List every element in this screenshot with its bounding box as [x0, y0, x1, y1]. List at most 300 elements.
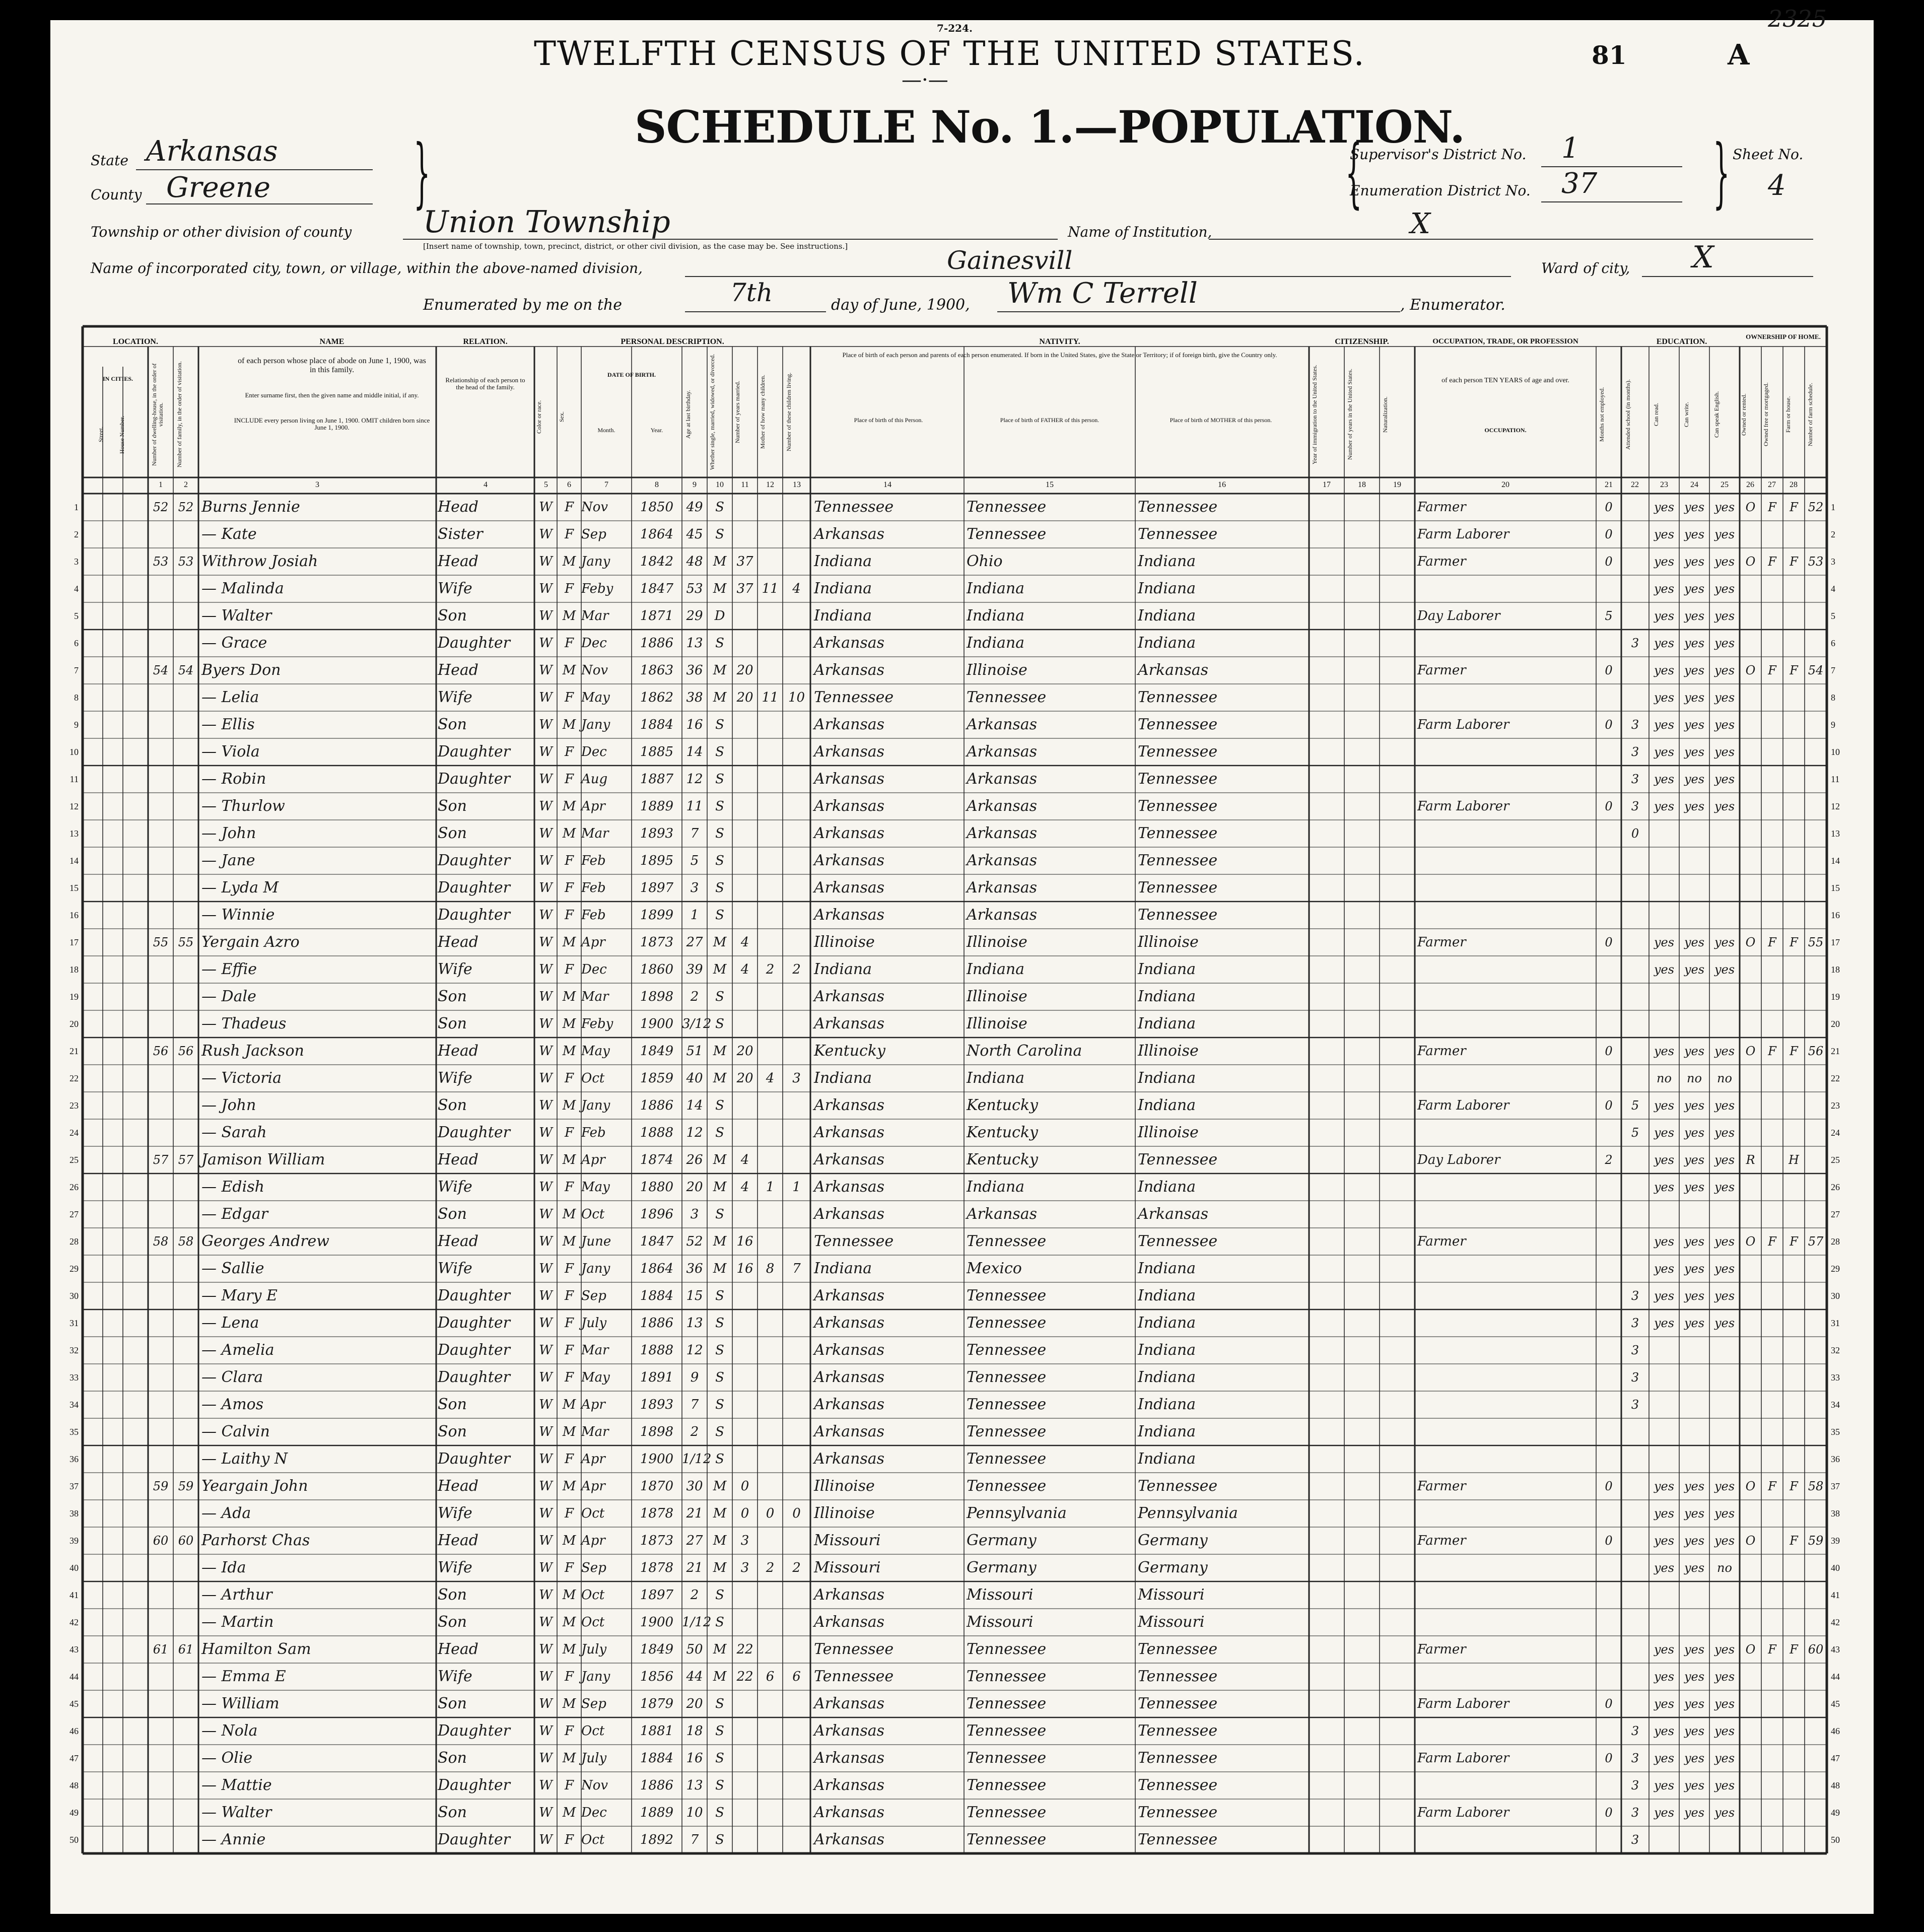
group-name: NAME: [319, 337, 345, 346]
free-mortgaged-cell: F: [1768, 500, 1776, 514]
father-birthplace-cell: Arkansas: [967, 743, 1038, 761]
header-age: Age at last birthday.: [684, 390, 692, 439]
line-number-right: 7: [1831, 665, 1835, 675]
header-month: Month.: [597, 427, 615, 434]
father-birthplace-cell: Missouri: [967, 1613, 1034, 1631]
day-underline: [685, 311, 826, 312]
farm-schedule-cell: 54: [1808, 663, 1824, 677]
color-cell: W: [539, 1452, 553, 1467]
name-cell: — Mary E: [201, 1287, 278, 1304]
line-number-right: 3: [1831, 557, 1835, 567]
months-unemployed-cell: 2: [1605, 1153, 1613, 1167]
birth-month-cell: Jany: [581, 717, 610, 732]
column-number: 25: [1721, 480, 1729, 489]
owned-rented-cell: O: [1745, 663, 1756, 677]
sex-cell: M: [562, 1588, 576, 1603]
township-underline: [403, 239, 1058, 240]
can-write-cell: yes: [1684, 1751, 1705, 1765]
father-birthplace-cell: North Carolina: [967, 1042, 1082, 1060]
dwelling-cell: 58: [153, 1234, 169, 1249]
marital-cell: S: [715, 799, 724, 814]
birth-year-cell: 1859: [640, 1071, 674, 1086]
birth-month-cell: Oct: [581, 1723, 605, 1739]
color-cell: W: [539, 500, 553, 515]
birth-month-cell: Feb: [581, 880, 606, 895]
line-number-right: 12: [1831, 801, 1840, 811]
birth-year-cell: 1871: [640, 608, 674, 624]
relation-cell: Head: [438, 1232, 479, 1250]
line-number-right: 28: [1831, 1236, 1840, 1247]
name-cell: — John: [201, 1096, 256, 1114]
name-cell: Jamison William: [201, 1151, 325, 1168]
column-number: 20: [1501, 480, 1509, 489]
birth-year-cell: 1884: [640, 717, 674, 732]
header-free: Owned free or mortgaged.: [1762, 382, 1769, 447]
relation-cell: Head: [438, 1042, 479, 1060]
can-read-cell: yes: [1654, 1289, 1675, 1303]
age-cell: 2: [690, 1588, 699, 1603]
mother-birthplace-cell: Tennessee: [1138, 1804, 1218, 1821]
can-speak-cell: yes: [1714, 1126, 1735, 1140]
age-cell: 18: [686, 1723, 703, 1739]
farm-house-cell: F: [1790, 1642, 1798, 1657]
header-dwelling: Number of dwelling-house, in the order of visitation.: [151, 363, 165, 466]
birthplace-cell: Arkansas: [814, 1831, 885, 1848]
marital-cell: M: [713, 1669, 727, 1684]
name-cell: Georges Andrew: [201, 1232, 329, 1250]
line-number-left: 31: [70, 1318, 79, 1328]
years-married-cell: 4: [740, 1180, 749, 1195]
months-unemployed-cell: 0: [1605, 1534, 1613, 1548]
line-number-right: 42: [1831, 1617, 1840, 1627]
years-married-cell: 20: [736, 1071, 753, 1086]
mother-birthplace-cell: Tennessee: [1138, 824, 1218, 842]
relation-cell: Head: [438, 1532, 479, 1549]
birth-year-cell: 1896: [640, 1207, 674, 1222]
group-occupation: OCCUPATION, TRADE, OR PROFESSION: [1432, 337, 1578, 346]
father-birthplace-cell: Arkansas: [967, 852, 1038, 869]
color-cell: W: [539, 1669, 553, 1684]
birthplace-cell: Arkansas: [814, 1341, 885, 1359]
marital-cell: S: [715, 527, 724, 542]
birth-month-cell: Feb: [581, 853, 606, 868]
township-value: Union Township: [423, 204, 670, 240]
color-cell: W: [539, 1152, 553, 1167]
name-cell: — Thurlow: [201, 797, 285, 815]
header-occupation: OCCUPATION.: [1484, 427, 1527, 434]
birthplace-cell: Arkansas: [814, 824, 885, 842]
color-cell: W: [539, 1316, 553, 1331]
city-value: Gainesvill: [947, 246, 1073, 275]
birth-year-cell: 1874: [640, 1152, 674, 1167]
marital-cell: S: [715, 636, 724, 651]
line-number-left: 4: [74, 584, 79, 594]
sex-cell: F: [564, 1316, 574, 1331]
birthplace-cell: Arkansas: [814, 1096, 885, 1114]
name-cell: — Lena: [201, 1314, 259, 1332]
age-cell: 39: [686, 962, 703, 977]
birthplace-cell: Arkansas: [814, 1151, 885, 1168]
can-write-cell: yes: [1684, 1697, 1705, 1711]
can-read-cell: yes: [1654, 1751, 1675, 1765]
birth-month-cell: Apr: [581, 935, 605, 950]
name-cell: — Clara: [201, 1368, 263, 1386]
header-name-instr: Enter surname first, then the given name and middle initial, if any.: [245, 391, 419, 399]
brace-sheet: }: [1713, 129, 1730, 217]
relation-cell: Daughter: [438, 743, 510, 761]
birth-year-cell: 1900: [640, 1615, 674, 1630]
line-number-left: 30: [70, 1291, 79, 1301]
line-number-right: 45: [1831, 1699, 1840, 1709]
farm-schedule-cell: 57: [1808, 1234, 1824, 1249]
birthplace-cell: Tennessee: [814, 498, 894, 516]
mother-birthplace-cell: Indiana: [1138, 1178, 1196, 1196]
can-write-cell: yes: [1684, 582, 1705, 596]
county-underline: [146, 203, 373, 204]
age-cell: 2: [690, 989, 699, 1004]
birth-month-cell: Feb: [581, 1125, 606, 1140]
sex-cell: F: [564, 1832, 574, 1847]
line-number-left: 8: [74, 693, 79, 703]
sex-cell: M: [562, 1424, 576, 1439]
dwelling-cell: 57: [153, 1153, 169, 1167]
years-married-cell: 20: [736, 663, 753, 678]
birth-month-cell: Apr: [581, 799, 605, 814]
color-cell: W: [539, 1533, 553, 1548]
mother-birthplace-cell: Indiana: [1138, 1450, 1196, 1468]
free-mortgaged-cell: F: [1768, 1234, 1776, 1249]
school-cell: 3: [1631, 1289, 1639, 1303]
header-year: Year.: [650, 427, 663, 434]
can-read-cell: yes: [1654, 1506, 1675, 1521]
sex-cell: F: [564, 1370, 574, 1385]
page-code: 81: [1592, 40, 1627, 70]
sex-cell: F: [564, 1506, 574, 1521]
name-cell: — Lelia: [201, 688, 259, 706]
line-number-left: 27: [70, 1209, 79, 1219]
can-read-cell: no: [1657, 1071, 1672, 1085]
can-write-cell: yes: [1684, 1670, 1705, 1684]
group-citizenship: CITIZENSHIP.: [1335, 337, 1389, 346]
column-number: 1: [159, 480, 163, 489]
father-birthplace-cell: Illinoise: [967, 1015, 1027, 1032]
color-cell: W: [539, 989, 553, 1004]
column-number: 4: [484, 480, 488, 489]
months-unemployed-cell: 0: [1605, 1697, 1613, 1711]
name-cell: — Sarah: [201, 1124, 267, 1141]
header-name-desc: of each person whose place of abode on June 1, 1900, was in this family.: [238, 357, 426, 374]
farm-schedule-cell: 55: [1808, 935, 1824, 949]
relation-cell: Son: [438, 1613, 467, 1631]
age-cell: 15: [686, 1288, 703, 1303]
months-unemployed-cell: 0: [1605, 1044, 1613, 1058]
age-cell: 1: [690, 908, 699, 923]
years-married-cell: 4: [740, 935, 749, 950]
children-living-cell: 2: [792, 1560, 801, 1575]
name-cell: — Walter: [201, 607, 272, 625]
children-living-cell: 2: [792, 962, 801, 977]
line-number-right: 46: [1831, 1726, 1840, 1736]
can-speak-cell: yes: [1714, 500, 1735, 514]
line-number-right: 30: [1831, 1291, 1840, 1301]
line-number-right: 9: [1831, 720, 1835, 730]
birthplace-cell: Indiana: [814, 1260, 872, 1277]
mother-birthplace-cell: Germany: [1138, 1532, 1208, 1549]
line-number-right: 31: [1831, 1318, 1840, 1328]
relation-cell: Daughter: [438, 1124, 510, 1141]
line-number-right: 32: [1831, 1345, 1840, 1355]
can-write-cell: no: [1687, 1071, 1702, 1085]
father-birthplace-cell: Arkansas: [967, 770, 1038, 788]
free-mortgaged-cell: F: [1768, 1044, 1776, 1058]
city-label: Name of incorporated city, town, or village, within the above-named division,: [91, 260, 643, 277]
age-cell: 49: [686, 500, 703, 515]
can-speak-cell: yes: [1714, 1098, 1735, 1113]
farm-house-cell: F: [1790, 935, 1798, 949]
column-number: 9: [693, 480, 697, 489]
farm-schedule-cell: 53: [1808, 555, 1824, 569]
birth-year-cell: 1850: [640, 500, 674, 515]
birthplace-cell: Arkansas: [814, 1287, 885, 1304]
can-read-cell: yes: [1654, 1806, 1675, 1820]
family-cell: 54: [178, 663, 194, 677]
relation-cell: Head: [438, 1477, 479, 1495]
enumerated-prefix: Enumerated by me on the: [423, 296, 622, 314]
can-speak-cell: yes: [1714, 962, 1735, 977]
marital-cell: M: [713, 1234, 727, 1249]
header-can-read: Can read.: [1653, 403, 1660, 426]
marital-cell: S: [715, 1016, 724, 1031]
can-speak-cell: yes: [1714, 636, 1735, 650]
mother-birthplace-cell: Indiana: [1138, 580, 1196, 597]
marital-cell: S: [715, 826, 724, 841]
farm-house-cell: F: [1790, 500, 1798, 514]
can-write-cell: yes: [1684, 1044, 1705, 1058]
color-cell: W: [539, 962, 553, 977]
name-cell: — Jane: [201, 852, 255, 869]
father-birthplace-cell: Kentucky: [967, 1151, 1038, 1168]
relation-cell: Daughter: [438, 1314, 510, 1332]
name-cell: — Walter: [201, 1804, 272, 1821]
page-letter: A: [1728, 38, 1750, 72]
marital-cell: S: [715, 1751, 724, 1766]
sex-cell: M: [562, 1751, 576, 1766]
relation-cell: Head: [438, 553, 479, 570]
name-cell: Withrow Josiah: [201, 553, 318, 570]
marital-cell: S: [715, 744, 724, 760]
can-write-cell: yes: [1684, 1534, 1705, 1548]
birth-month-cell: Dec: [581, 744, 607, 760]
can-write-cell: yes: [1684, 1506, 1705, 1521]
farm-house-cell: F: [1790, 1234, 1798, 1249]
dwelling-cell: 56: [153, 1044, 169, 1058]
line-number-right: 47: [1831, 1753, 1840, 1763]
years-married-cell: 16: [736, 1261, 753, 1276]
form-number: 7-224.: [937, 22, 973, 34]
children-living-cell: 3: [792, 1071, 801, 1086]
can-read-cell: yes: [1654, 663, 1675, 677]
birth-year-cell: 1899: [640, 908, 674, 923]
color-cell: W: [539, 826, 553, 841]
occupation-cell: Farm Laborer: [1417, 1696, 1509, 1711]
ward-label: Ward of city,: [1541, 260, 1630, 277]
can-read-cell: yes: [1654, 718, 1675, 732]
institution-underline: [1209, 239, 1813, 240]
free-mortgaged-cell: F: [1768, 935, 1776, 949]
can-write-cell: yes: [1684, 799, 1705, 813]
mother-birthplace-cell: Tennessee: [1138, 688, 1218, 706]
mother-birthplace-cell: Arkansas: [1138, 661, 1209, 679]
marital-cell: M: [713, 663, 727, 678]
mother-birthplace-cell: Pennsylvania: [1138, 1504, 1238, 1522]
color-cell: W: [539, 1588, 553, 1603]
color-cell: W: [539, 1696, 553, 1711]
family-cell: 59: [178, 1479, 194, 1493]
column-number: 16: [1218, 480, 1226, 489]
header-occupation-desc: of each person TEN YEARS of age and over.: [1441, 377, 1569, 384]
birth-year-cell: 1849: [640, 1642, 674, 1657]
column-number: 12: [766, 480, 774, 489]
birth-year-cell: 1878: [640, 1560, 674, 1575]
birth-month-cell: July: [581, 1316, 607, 1331]
column-number: 11: [741, 480, 749, 489]
sex-cell: F: [564, 581, 574, 596]
family-cell: 57: [178, 1153, 194, 1167]
group-ownership: OWNERSHIP OF HOME.: [1746, 333, 1821, 340]
can-read-cell: yes: [1654, 1153, 1675, 1167]
name-cell: — Martin: [201, 1613, 274, 1631]
birthplace-cell: Tennessee: [814, 1232, 894, 1250]
line-number-right: 43: [1831, 1644, 1840, 1654]
color-cell: W: [539, 1479, 553, 1494]
age-cell: 7: [690, 1832, 699, 1847]
enumerator-underline: [997, 311, 1400, 312]
relation-cell: Son: [438, 1096, 467, 1114]
father-birthplace-cell: Illinoise: [967, 933, 1027, 951]
line-number-right: 13: [1831, 829, 1840, 839]
school-cell: 5: [1631, 1098, 1639, 1113]
can-speak-cell: no: [1717, 1071, 1732, 1085]
color-cell: W: [539, 935, 553, 950]
can-write-cell: yes: [1684, 1806, 1705, 1820]
dwelling-cell: 54: [153, 663, 169, 677]
birth-year-cell: 1900: [640, 1016, 674, 1031]
father-birthplace-cell: Mexico: [967, 1260, 1022, 1277]
father-birthplace-cell: Arkansas: [967, 1205, 1038, 1223]
name-cell: Burns Jennie: [201, 498, 300, 516]
farm-house-cell: F: [1790, 1044, 1798, 1058]
months-unemployed-cell: 0: [1605, 799, 1613, 813]
birthplace-cell: Arkansas: [814, 1423, 885, 1440]
can-read-cell: yes: [1654, 1180, 1675, 1194]
years-married-cell: 3: [740, 1533, 749, 1548]
relation-cell: Wife: [438, 580, 472, 597]
mother-birthplace-cell: Tennessee: [1138, 1722, 1218, 1740]
can-write-cell: yes: [1684, 1289, 1705, 1303]
name-cell: — Edgar: [201, 1205, 268, 1223]
sex-cell: M: [562, 717, 576, 732]
can-speak-cell: yes: [1714, 772, 1735, 786]
can-speak-cell: yes: [1714, 1724, 1735, 1738]
children-living-cell: 4: [792, 581, 801, 596]
can-write-cell: yes: [1684, 935, 1705, 949]
mother-birthplace-cell: Tennessee: [1138, 743, 1218, 761]
mother-birthplace-cell: Tennessee: [1138, 906, 1218, 924]
can-speak-cell: yes: [1714, 691, 1735, 705]
owned-rented-cell: O: [1745, 1534, 1756, 1548]
birthplace-cell: Missouri: [814, 1532, 881, 1549]
sex-cell: F: [564, 1180, 574, 1195]
group-personal: PERSONAL DESCRIPTION.: [621, 337, 724, 346]
years-married-cell: 22: [736, 1669, 753, 1684]
sex-cell: M: [562, 1642, 576, 1657]
column-number: 7: [604, 480, 608, 489]
occupation-cell: Farmer: [1417, 1642, 1466, 1657]
can-speak-cell: yes: [1714, 935, 1735, 949]
occupation-cell: Farm Laborer: [1417, 1751, 1509, 1766]
can-write-cell: yes: [1684, 1561, 1705, 1575]
name-cell: — Robin: [201, 770, 266, 788]
header-mother-of: Mother of how many children.: [759, 375, 766, 449]
line-number-left: 23: [70, 1100, 79, 1111]
line-number-left: 40: [70, 1563, 79, 1573]
sex-cell: F: [564, 1343, 574, 1358]
line-number-right: 27: [1831, 1209, 1840, 1219]
father-birthplace-cell: Illinoise: [967, 988, 1027, 1005]
sex-cell: M: [562, 663, 576, 678]
children-born-cell: 8: [766, 1261, 775, 1276]
children-living-cell: 7: [792, 1261, 801, 1276]
owned-rented-cell: O: [1745, 1479, 1756, 1493]
line-number-right: 44: [1831, 1672, 1840, 1682]
school-cell: 3: [1631, 636, 1639, 650]
birth-year-cell: 1842: [640, 554, 674, 569]
can-speak-cell: yes: [1714, 718, 1735, 732]
relation-cell: Son: [438, 1423, 467, 1440]
marital-cell: S: [715, 1098, 724, 1113]
mother-birthplace-cell: Indiana: [1138, 1314, 1196, 1332]
marital-cell: S: [715, 1397, 724, 1412]
can-write-cell: yes: [1684, 962, 1705, 977]
header-years-us: Number of years in the United States.: [1346, 369, 1353, 460]
father-birthplace-cell: Germany: [967, 1532, 1037, 1549]
can-speak-cell: yes: [1714, 582, 1735, 596]
name-cell: — Calvin: [201, 1423, 270, 1440]
sex-cell: F: [564, 636, 574, 651]
name-cell: — Lyda M: [201, 879, 279, 896]
birth-year-cell: 1860: [640, 962, 674, 977]
birthplace-cell: Arkansas: [814, 525, 885, 543]
marital-cell: S: [715, 1805, 724, 1820]
township-label: Township or other division of county: [91, 224, 352, 240]
relation-cell: Son: [438, 1015, 467, 1032]
mother-birthplace-cell: Tennessee: [1138, 770, 1218, 788]
sex-cell: M: [562, 1696, 576, 1711]
can-write-cell: yes: [1684, 1642, 1705, 1657]
column-number: 17: [1323, 480, 1331, 489]
father-birthplace-cell: Tennessee: [967, 498, 1047, 516]
owned-rented-cell: O: [1745, 935, 1756, 949]
header-can-speak: Can speak English.: [1713, 391, 1720, 438]
occupation-cell: Farmer: [1417, 663, 1466, 678]
age-cell: 20: [686, 1696, 703, 1711]
age-cell: 1/12: [682, 1452, 712, 1467]
marital-cell: M: [713, 1261, 727, 1276]
can-read-cell: yes: [1654, 527, 1675, 541]
birthplace-cell: Arkansas: [814, 797, 885, 815]
header-schedule: Number of farm schedule.: [1807, 383, 1814, 446]
birth-year-cell: 1847: [640, 1234, 674, 1249]
